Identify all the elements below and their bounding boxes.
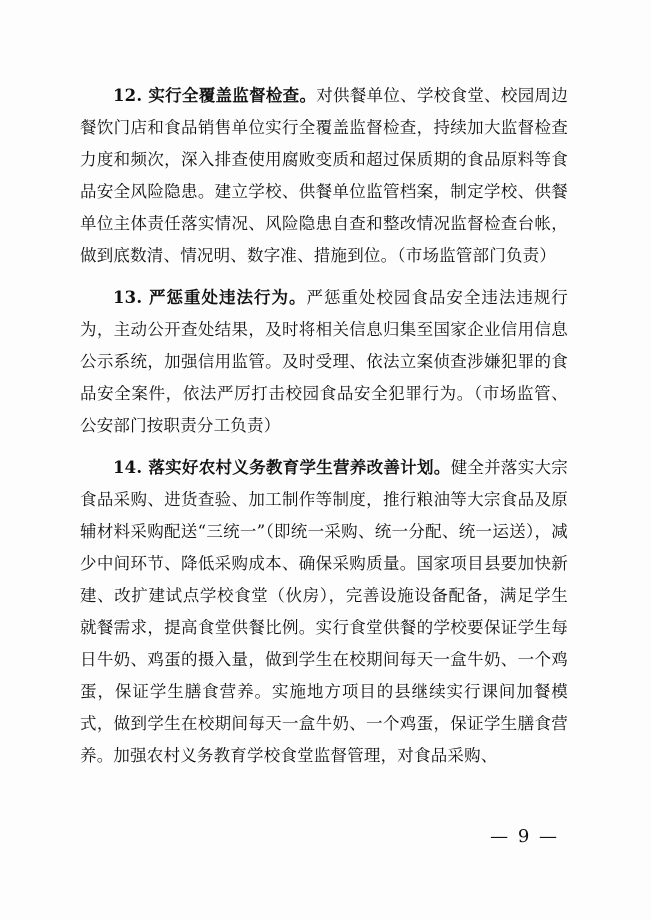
paragraph-14 [80, 452, 568, 772]
paragraph-13-heading: 13. 严惩重处违法行为。 [113, 288, 307, 307]
paragraph-14-text: 健全并落实大宗食品采购、进货查验、加工制作等制度，推行粮油等大宗食品及原辅材料采购配送“三统一”（即统一采购、统一分配、统一运送），减少中间环节、降低采购成本、确保采购质量。国家项目县要加快新建、改扩建试点学校食堂（伙房），完善设施设备配备，满足学生就餐需求，提高食堂供餐比例。实行食堂供餐的学校要保证学生每日牛奶、鸡蛋的摄入量，做到学生在校期间每天一盒牛奶、一个鸡蛋，保证学生膳食营养。实施地方项目的县继续实行课间加餐模式，做到学生在校期间每天一盒牛奶、一个鸡蛋，保证学生膳食营养。加强农村义务教育学校食堂监督管理，对食品采购、 [80, 458, 568, 765]
paragraph-13 [80, 282, 568, 442]
paragraph-12-heading: 12. 实行全覆盖监督检查。 [113, 86, 317, 105]
paragraph-12 [80, 80, 568, 272]
document-body [80, 80, 568, 782]
paragraph-13-text: 严惩重处校园食品安全违法违规行为，主动公开查处结果，及时将相关信息归集至国家企业信用信息公示系统，加强信用监管。及时受理、依法立案侦查涉嫌犯罪的食品安全案件，依法严厉打击校园食品安全犯罪行为。（市场监管、公安部门按职责分工负责） [80, 288, 568, 435]
page-number: — 9 — [490, 826, 559, 847]
paragraph-14-heading: 14. 落实好农村义务教育学生营养改善计划。 [113, 458, 451, 477]
paragraph-12-text: 对供餐单位、学校食堂、校园周边餐饮门店和食品销售单位实行全覆盖监督检查，持续加大监督检查力度和频次，深入排查使用腐败变质和超过保质期的食品原料等食品安全风险隐患。建立学校、供餐单位监管档案，制定学校、供餐单位主体责任落实情况、风险隐患自查和整改情况监督检查台帐，做到底数清、情况明、数字准、措施到位。（市场监管部门负责） [80, 86, 568, 265]
